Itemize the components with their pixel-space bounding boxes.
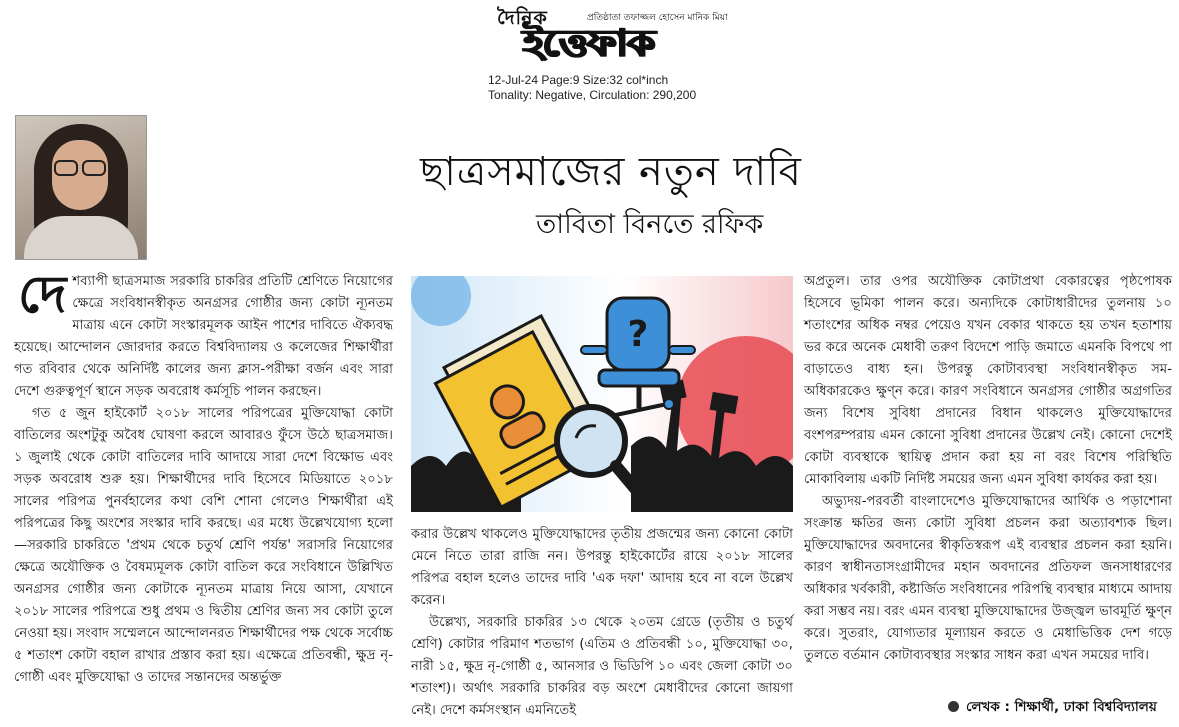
meta-line-1: 12-Jul-24 Page:9 Size:32 col*inch [488, 73, 669, 87]
article-column-1 [14, 265, 393, 727]
drop-cap: দে [18, 265, 67, 325]
clipping-meta [488, 73, 696, 103]
meta-line-2: Tonality: Negative, Circulation: 290,200 [488, 88, 697, 102]
bullet-icon [948, 701, 959, 712]
masthead-small: দৈনিক [497, 7, 548, 29]
article-illustration [411, 276, 793, 512]
author-photo [15, 115, 147, 260]
paragraph: দেশব্যাপী ছাত্রসমাজ সরকারি চাকরির প্রতিটি শ্রেণিতে নিয়োগের ক্ষেত্রে সংবিধানস্বীকৃত অনগ্রসর গোষ্ঠীর জন্য কোটা ন্যূনতম মাত্রায় এনে কোটা সংস্কারমূলক আইন পাশের দাবিতে ঐক্যবদ্ধ হয়েছে। আন্দোলন জোরদার করতে বিশ্ববিদ্যালয় ও কলেজের শিক্ষার্থীরা গত রবিবার থেকে অনির্দিষ্ট কালের জন্য ক্লাস-পরীক্ষা বর্জন এবং সারা দেশে গুরুত্বপূর্ণ স্থানে সড়ক অবরোধ কর্মসূচি পালন করছেন। [14, 265, 393, 399]
paragraph: উল্লেখ্য, সরকারি চাকরির ১৩ থেকে ২০তম গ্রেডে (তৃতীয় ও চতুর্থ শ্রেণি) কোটার পরিমাণ শতভাগ (এতিম ও প্রতিবন্ধী ১০, মুক্তিযোদ্ধা ৩০, নারী ১৫, ক্ষুদ্র নৃ-গোষ্ঠী ৫, আনসার ও ভিডিপি ১০ এবং জেলা কোটা ৩০ শতাংশ)। অর্থাৎ সরকারি চাকরির বড় অংশে মেধাবীদের কোনো জায়গা নেই। দেশে কর্মসংস্থান এমনিতেই [411, 615, 793, 718]
quota-illustration [411, 276, 793, 512]
author-byline: লেখক : শিক্ষার্থী, ঢাকা বিশ্ববিদ্যালয় [948, 696, 1157, 719]
paragraph: করার উল্লেখ থাকলেও মুক্তিযোদ্ধাদের তৃতীয় প্রজন্মের জন্য কোনো কোটা মেনে নিতে তারা রাজি নন। উপরন্তু হাইকোর্টের রায়ে ২০১৮ সালের পরিপত্র বহাল হলেও তাদের দাবি 'এক দফা' আদায় হবে না বলে উল্লেখ করেন। [411, 527, 793, 608]
paragraph: অপ্রতুল। তার ওপর অযৌক্তিক কোটাপ্রথা বেকারত্বের পৃষ্ঠপোষক হিসেবে ভূমিকা পালন করে। অন্যদিকে কোটাধারীদের তুলনায় ১০ শতাংশের অধিক নম্বর পেয়েও যখন বেকার থাকতে হয় তখন হতাশায় ভর করে অনেক মেধাবী তরুণ বিদেশে পাড়ি জমাতে এমনকি বিপথে পা বাড়াতেও বাধ্য হন। উপরন্তু কোটাব্যবস্থা সংবিধানস্বীকৃত সম-অধিকারকেও ক্ষুণ্ন করে। কারণ সংবিধানে অনগ্রসর গোষ্ঠীর অগ্রগতির জন্য বিশেষ সুবিধা প্রদানের বিধান থাকলেও মুক্তিযোদ্ধাদের বংশপরম্পরায় এমন কোনো সুবিধা প্রদানের উল্লেখ নেই। কোনো দেশেই কোটা ব্যবস্থাকে স্থায়িত্ব প্রদান করা হয় না বরং বিশেষ পরিস্থিতি মোকাবিলায় একটি নির্দিষ্ট সময়ের জন্য এমন সুবিধা কার্যকর করা হয়। [804, 274, 1172, 487]
article-column-3 [804, 271, 1172, 667]
masthead-logo: ইত্তেফাক [522, 21, 654, 65]
paragraph: অভ্যুদয়-পরবর্তী বাংলাদেশেও মুক্তিযোদ্ধাদের আর্থিক ও পড়াশোনা সংক্রান্ত ক্ষতির জন্য কোটা সুবিধা প্রচলন করা অত্যাবশ্যক ছিল। মুক্তিযোদ্ধাদের অবদানের স্বীকৃতিস্বরূপ এই ব্যবস্থার প্রচলন করা হয়নি। কারণ স্বাধীনতাসংগ্রামীদের মহান অবদানের প্রতিফল জনসাধারণের অধিকার খর্বকারী, কষ্টার্জিত সংবিধানের পরিপন্থি ব্যবস্থার মাধ্যমে আদায় করা সম্ভব নয়। বরং এমন ব্যবস্থা মুক্তিযোদ্ধাদের উজ্জ্বল ভাবমূর্তি ক্ষুণ্ন করে। সুতরাং, যোগ্যতার মূল্যায়ন করতে ও মেধাভিত্তিক দেশ গড়ে তুলতে বর্তমান কোটাব্যবস্থার সংস্কার সাধন করা এখন সময়ের দাবি। [804, 494, 1172, 663]
article-author: তাবিতা বিনতে রফিক [536, 209, 764, 240]
paragraph: গত ৫ জুন হাইকোর্ট ২০১৮ সালের পরিপত্রের মুক্তিযোদ্ধা কোটা বাতিলের অংশটুকু অবৈধ ঘোষণা করলে আবারও ফুঁসে উঠে ছাত্রসমাজ। ১ জুলাই থেকে কোটা বাতিলের দাবি আদায়ে সারা দেশে বিক্ষোভ এবং সড়ক অবরোধ শুরু হয়। শিক্ষার্থীদের দাবি হিসেবে মিডিয়াতে ২০১৮ সালের পরিপত্র পুনর্বহালের কথা বেশি শোনা গেলেও শিক্ষার্থীরা এই পরিপত্রের কিছু অংশের সংস্কার দাবি করছে। এর মধ্যে উল্লেখযোগ্য হলো—সরকারি চাকরিতে 'প্রথম থেকে চতুর্থ শ্রেণি পর্যন্ত' সরাসরি নিয়োগের ক্ষেত্রে অযৌক্তিক ও বৈষম্যমূলক কোটা বাতিল করে সংবিধানে উল্লিখিত অনগ্রসর গোষ্ঠীর জন্য কোটাকে ন্যূনতম মাত্রায় নিয়ে আসা, যেখানে ২০১৮ সালের পরিপত্রে শুধু প্রথম ও দ্বিতীয় শ্রেণির জন্য সব কোটা তুলে নেওয়া হয়। সংবাদ সম্মেলনে আন্দোলনরত শিক্ষার্থীদের পক্ষ থেকে সর্বোচ্চ ৫ শতাংশ কোটা বহাল রাখার প্রস্তাব করা হয়। এক্ষেত্রে প্রতিবন্ধী, ক্ষুদ্র নৃ-গোষ্ঠী এবং মুক্তিযোদ্ধা ও তাদের সন্তানদের অন্তর্ভুক্ত [14, 406, 393, 685]
article-title: ছাত্রসমাজের নতুন দাবি [420, 149, 802, 195]
svg-text:?: ? [627, 314, 649, 355]
masthead-founder: প্রতিষ্ঠাতা তফাজ্জল হোসেন মানিক মিয়া [587, 13, 728, 23]
article-column-2 [411, 524, 793, 722]
